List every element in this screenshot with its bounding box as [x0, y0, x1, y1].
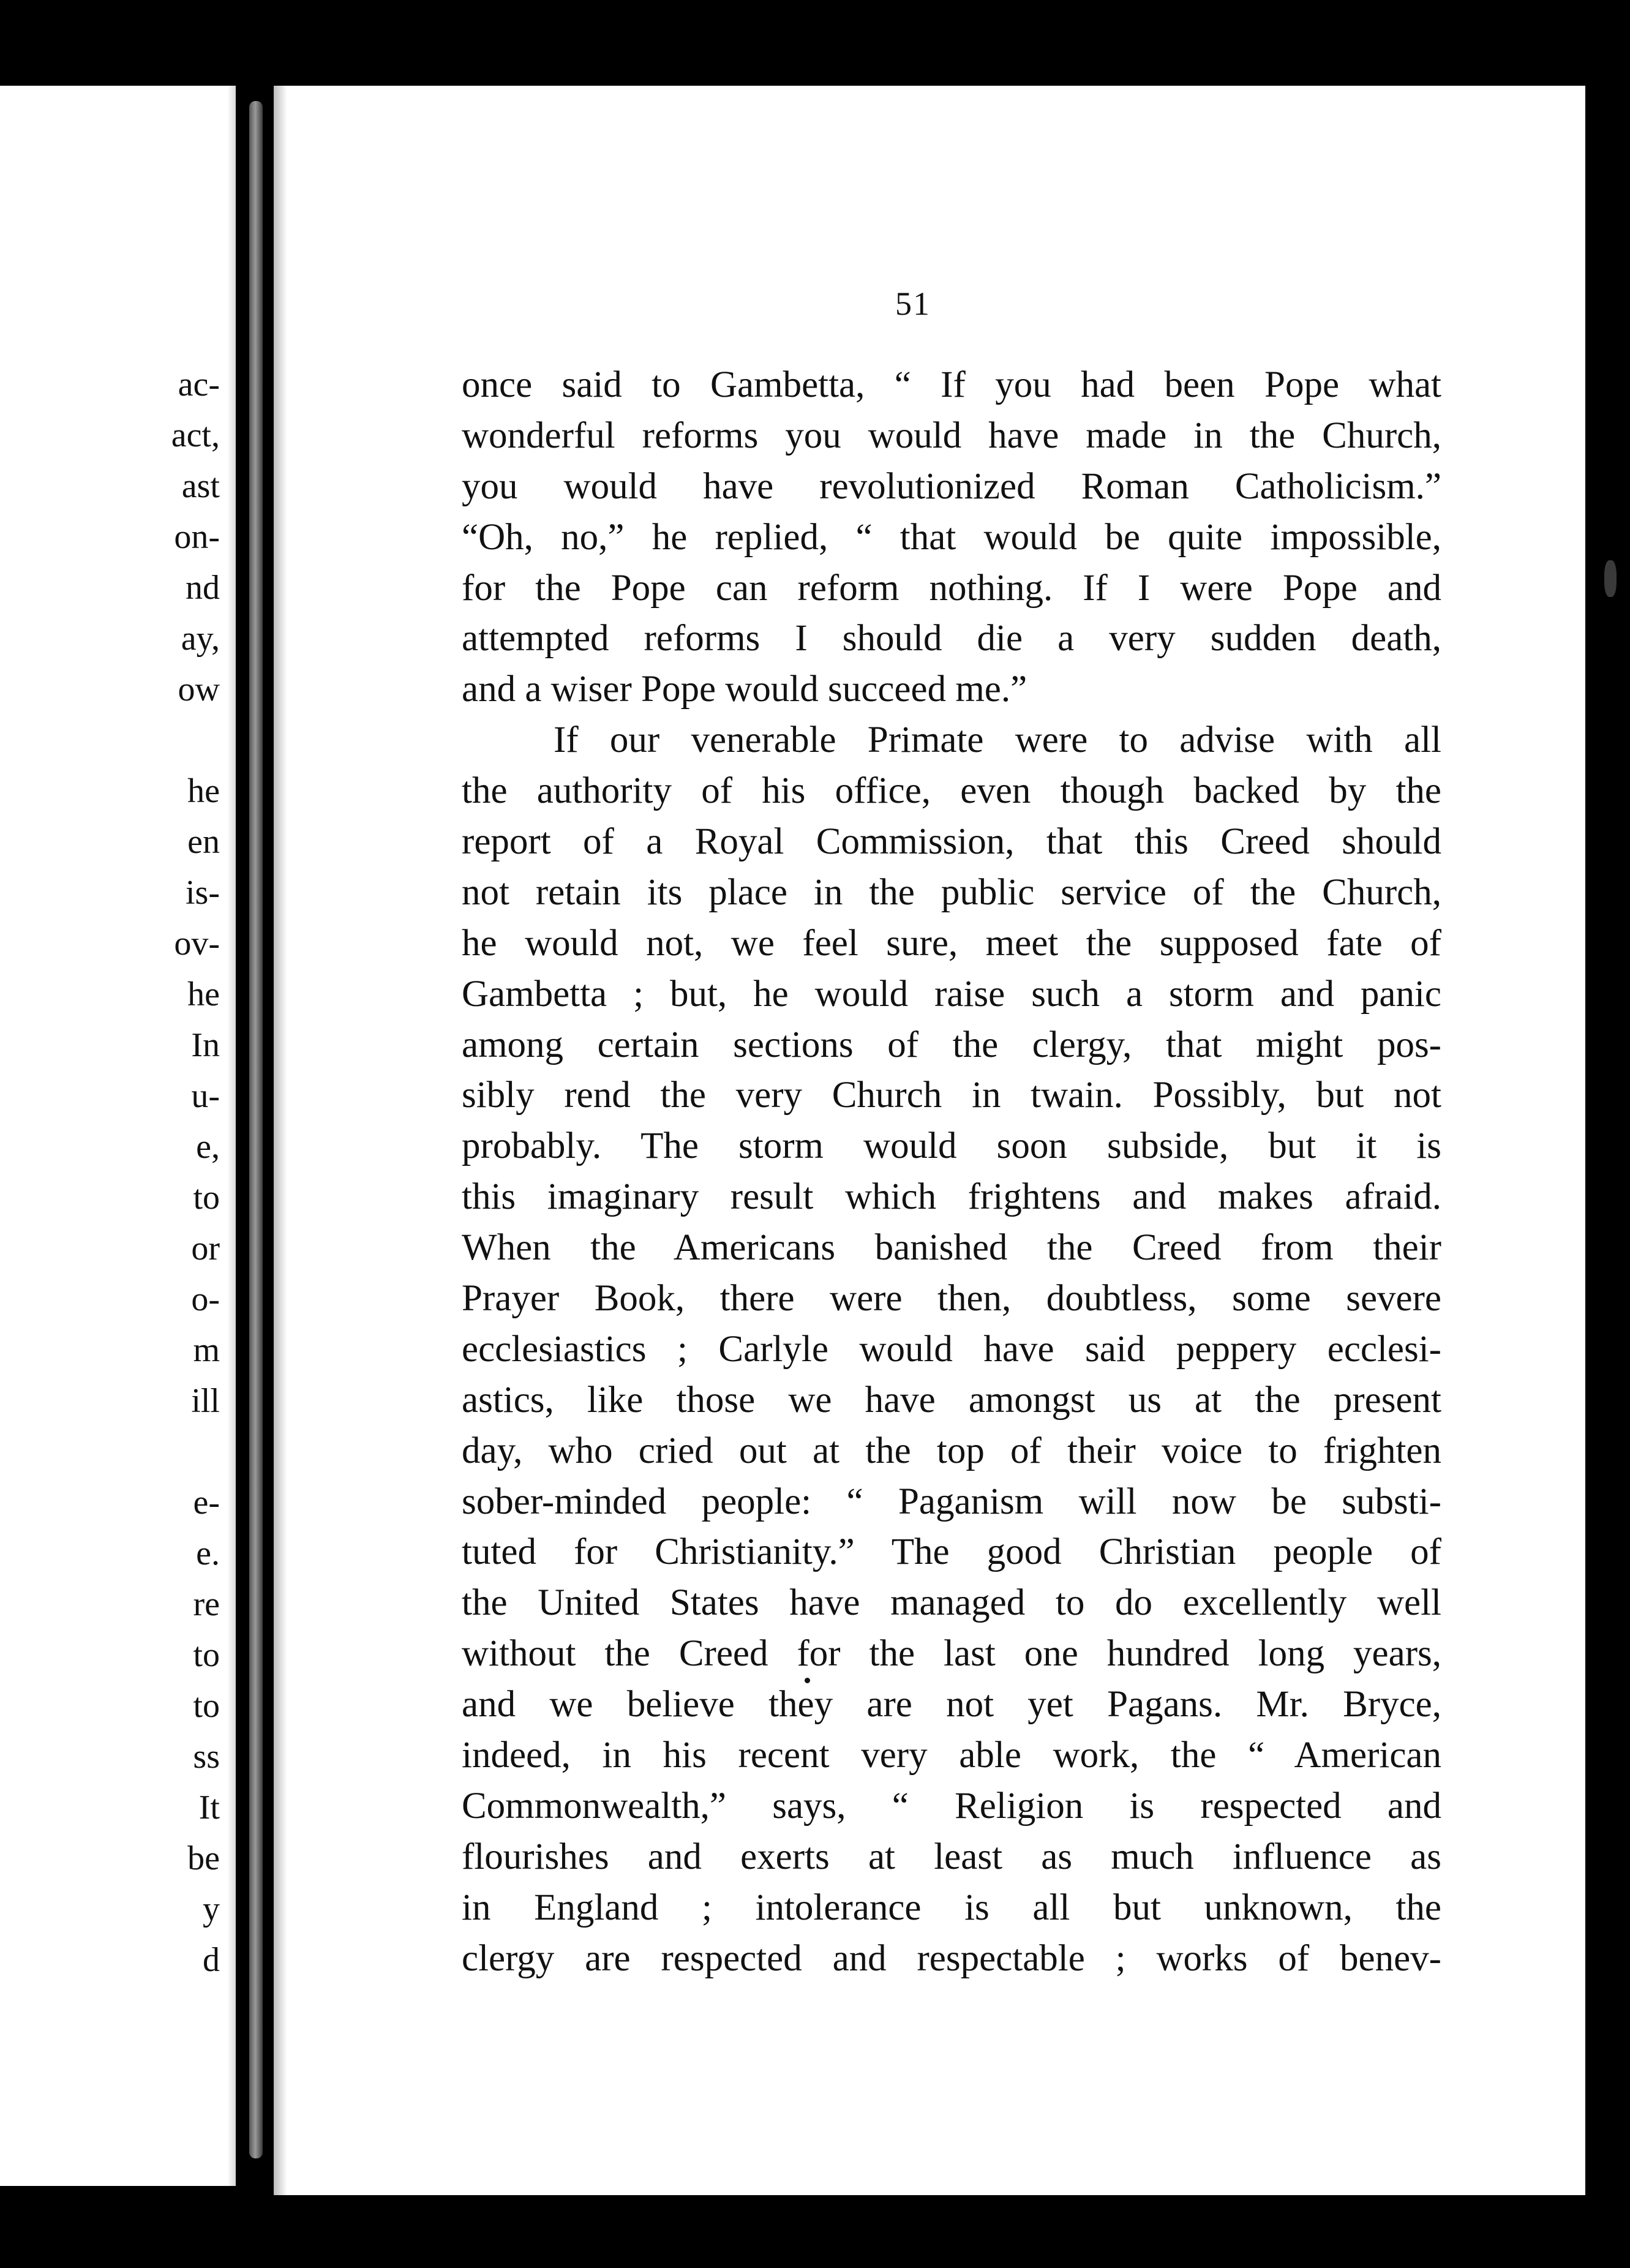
text-line: day, who cried out at the top of their voice to frighten — [462, 1430, 1441, 1471]
text-line: he would not, we feel sure, meet the supposed fate of — [462, 922, 1441, 964]
text-line: astics, like those we have amongst us at the present — [462, 1379, 1441, 1421]
left-fragment: ow — [178, 670, 220, 708]
left-gutter-shadow — [227, 86, 236, 2186]
left-fragment: o- — [191, 1280, 220, 1318]
text-line: in England ; intolerance is all but unknown, the — [462, 1887, 1441, 1928]
left-fragment: he — [187, 772, 220, 810]
text-line: probably. The storm would soon subside, but it is — [462, 1125, 1441, 1167]
left-fragment: ay, — [181, 620, 220, 658]
text-line: sober-minded people: “ Paganism will now be substi- — [462, 1481, 1441, 1522]
binding-edge — [249, 101, 263, 2158]
left-fragment: ac- — [178, 366, 220, 404]
left-fragment: on- — [174, 518, 220, 556]
left-fragment: It — [198, 1789, 220, 1827]
page-number: 51 — [895, 285, 931, 322]
left-fragment: to — [193, 1687, 220, 1725]
body-text — [462, 360, 1441, 1984]
text-line: among certain sections of the clergy, that might pos- — [462, 1024, 1441, 1065]
left-fragment: u- — [191, 1077, 220, 1115]
left-fragment: ov- — [174, 925, 220, 963]
left-fragment: is- — [186, 874, 220, 912]
text-line: tuted for Christianity.” The good Christian people of — [462, 1531, 1441, 1573]
text-line: clergy are respected and respectable ; works of benev- — [462, 1937, 1441, 1979]
left-fragment: nd — [186, 569, 220, 607]
text-line: indeed, in his recent very able work, the “ American — [462, 1735, 1441, 1776]
left-fragment: ill — [191, 1382, 220, 1420]
text-line: Commonwealth,” says, “ Religion is respected and — [462, 1785, 1441, 1827]
text-line: flourishes and exerts at least as much influence as — [462, 1836, 1441, 1877]
text-line: Gambetta ; but, he would raise such a storm and panic — [462, 973, 1441, 1015]
text-line: wonderful reforms you would have made in the Church, — [462, 415, 1441, 456]
text-line: not retain its place in the public service of the Church, — [462, 871, 1441, 913]
text-line: for the Pope can reform nothing. If I were Pope and — [462, 567, 1441, 609]
text-line: attempted reforms I should die a very sudden death, — [462, 618, 1441, 659]
left-fragment: y — [203, 1890, 220, 1928]
left-fragment: d — [203, 1941, 220, 1979]
text-line: and we believe they are not yet Pagans. Mr. Bryce, — [462, 1684, 1441, 1725]
left-fragment: en — [187, 823, 220, 861]
right-gutter-shadow — [274, 86, 287, 2195]
text-line: and a wiser Pope would succeed me.” — [462, 669, 1027, 710]
text-line: Prayer Book, there were then, doubtless, some severe — [462, 1278, 1441, 1320]
text-line: ecclesiastics ; Carlyle would have said peppery ecclesi- — [462, 1328, 1441, 1370]
left-page — [0, 86, 236, 2186]
text-line: once said to Gambetta, “ If you had been Pope what — [462, 364, 1441, 405]
left-fragment: m — [193, 1331, 220, 1369]
left-fragment: e- — [193, 1484, 220, 1522]
text-line: report of a Royal Commission, that this Creed should — [462, 821, 1441, 863]
left-fragment: re — [193, 1585, 220, 1623]
text-line: “Oh, no,” he replied, “ that would be quite impossible, — [462, 516, 1441, 558]
left-fragment: act, — [171, 416, 220, 454]
text-line: you would have revolutionized Roman Catholicism.” — [462, 465, 1441, 507]
scan-speck — [805, 1678, 810, 1683]
left-fragment: e. — [196, 1534, 220, 1572]
left-fragment: ast — [181, 467, 220, 505]
paragraph-first-line: If our venerable Primate were to advise with all — [554, 719, 1441, 761]
left-fragment: ss — [193, 1738, 220, 1776]
left-fragment: In — [191, 1026, 220, 1064]
text-line: sibly rend the very Church in twain. Possibly, but not — [462, 1075, 1441, 1116]
text-line: When the Americans banished the Creed from their — [462, 1227, 1441, 1269]
text-line: the United States have managed to do excellently well — [462, 1582, 1441, 1624]
scan-artifact — [1604, 560, 1617, 597]
book-spine — [236, 86, 274, 2186]
right-page — [274, 86, 1585, 2195]
text-line: the authority of his office, even though backed by the — [462, 770, 1441, 812]
text-line: without the Creed for the last one hundred long years, — [462, 1633, 1441, 1675]
text-line: this imaginary result which frightens and makes afraid. — [462, 1176, 1441, 1218]
left-fragment: to — [193, 1636, 220, 1674]
left-fragment: or — [191, 1230, 220, 1267]
left-fragment: to — [193, 1179, 220, 1217]
left-fragment: be — [187, 1839, 220, 1877]
left-fragment: e, — [196, 1128, 220, 1166]
left-fragment: he — [187, 975, 220, 1013]
